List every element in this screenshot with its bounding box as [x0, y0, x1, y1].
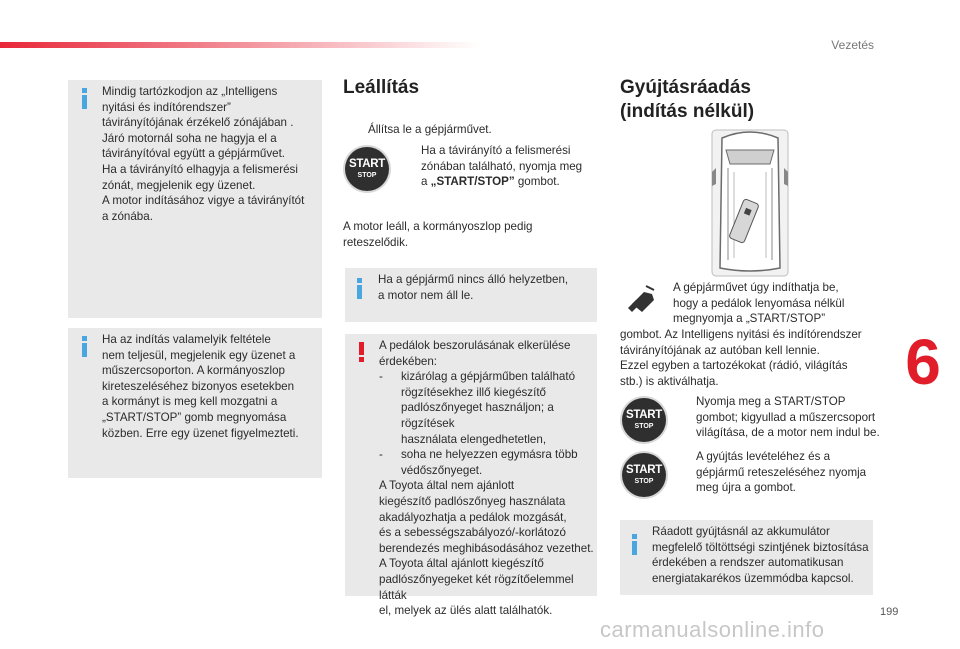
engine-stops-text: A motor leáll, a kormányoszlop pedig reteszelődik. [343, 220, 533, 249]
ignition-description: gombot. Az Intelligens nyitási és indítórendszer távirányítójának az autóban kell lennie. Ezzel egyben a tartozékokat (rádió, világítás stb.) is aktiválhatja. [620, 328, 862, 388]
info-text: Ráadott gyújtásnál az akkumulátor megfelelő töltöttségi szintjének biztosítása érdekében a rendszer automatikusan energiatakarékos üzemmódba kapcsol. [652, 525, 869, 585]
section-heading-ignition: Gyújtásráadás (indítás nélkül) [620, 77, 755, 122]
start-stop-button-icon: START STOP [345, 147, 389, 191]
section-title: Vezetés [831, 38, 874, 52]
watermark: carmanualsonline.info [600, 617, 825, 642]
warning-text: A pedálok beszorulásának elkerülése érdekében: - kizárólag a gépjárműben található rögzítésekhez illő kiegészítő padlószőnyeget használjon; a rögzítések használata elengedhetetlen, - soha ne helyezzen egymásra több védőszőnyeget. A Toyota által nem ajánlott kiegészítő padlószőnyeg használata akadályozhatja a pedálok mozgását, és a sebességszabályozó/-korlátozó berendezés meghibásodásához vezethet. A Toyota által ajánlott kiegészítő padlószőnyegeket két rögzítőelemmel látták el, melyek az ülés alatt találhatók. [379, 339, 594, 618]
info-box-not-stationary [345, 268, 597, 322]
info-box-battery [620, 520, 873, 595]
chapter-number: 6 [905, 326, 941, 398]
info-box-start-conditions [68, 328, 322, 478]
ignition-foot-text: A gépjárművet úgy indíthatja be, hogy a pedálok lenyomása nélkül megnyomja a „START/STOP” [673, 281, 845, 326]
car-top-view-illustration [710, 128, 790, 278]
info-text: Mindig tartózkodjon az „Intelligens nyitási és indítórendszer” távirányítójának érzékelő zónájában . Járó motornál soha ne hagyja el a távirányítóval együtt a gépjárművet. Ha a távirányító elhagyja a felismerési zónát, megjelenik egy üzenet. A motor indításához vigye a távirányítót a zónába. [102, 85, 305, 223]
foot-pedal-icon [624, 282, 658, 316]
info-box-key-zone [68, 80, 322, 318]
warning-box-floor-mats [345, 334, 597, 618]
info-text: Ha a gépjármű nincs álló helyzetben, a motor nem áll le. [378, 273, 569, 302]
info-text: Ha az indítás valamelyik feltétele nem teljesül, megjelenik egy üzenet a műszercsoporton. A kormányoszlop kireteszeléséhez bizonyos esetekben a kormányt is meg kell mozgatni a „START/STOP” gomb megnyomása közben. Erre egy üzenet figyelmezteti. [102, 333, 299, 440]
section-heading-stop: Leállítás [343, 77, 420, 98]
start-stop-button-icon: START STOP [622, 453, 666, 497]
start-stop-button-icon: START STOP [622, 398, 666, 442]
page-number: 199 [880, 606, 899, 618]
top-accent-bar [0, 42, 480, 48]
